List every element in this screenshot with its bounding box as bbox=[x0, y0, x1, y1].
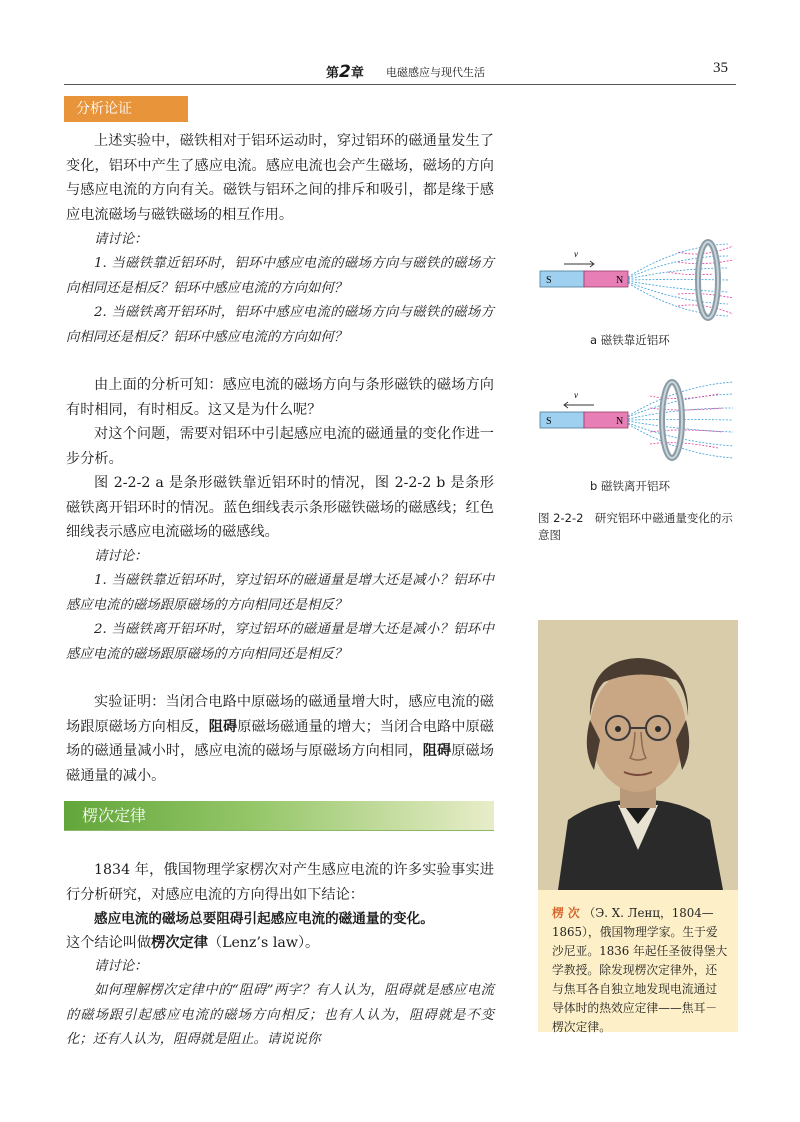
discuss-label-2: 请讨论： bbox=[94, 549, 148, 564]
lenz-portrait-image bbox=[538, 620, 738, 890]
pole-n-label-a: N bbox=[616, 275, 624, 286]
chapter-label: 第2章 bbox=[326, 62, 364, 82]
question-4: 2. 当磁铁离开铝环时，穿过铝环的磁通量是增大还是减小？铝环中感应电流的磁场跟原磁场的方向相同还是相反？ bbox=[66, 622, 494, 662]
velocity-arrow-right-icon bbox=[564, 261, 594, 267]
paragraph-lenz-history: 1834 年，俄国物理学家楞次对产生感应电流的许多实验事实进行分析研究，对感应电流的方向得出如下结论： bbox=[66, 862, 494, 903]
section-title-analysis: 分析论证 bbox=[64, 96, 188, 122]
discuss-label-1: 请讨论： bbox=[94, 232, 148, 247]
discuss-label-3: 请讨论： bbox=[94, 959, 148, 974]
velocity-arrow-left-icon bbox=[564, 402, 594, 408]
section-title-lenz-law: 楞次定律 bbox=[64, 801, 494, 831]
page-number: 35 bbox=[713, 60, 728, 76]
velocity-label-b: v bbox=[574, 390, 578, 400]
lenz-law-statement: 感应电流的磁场总要阻碍引起感应电流的磁通量的变化。 bbox=[94, 911, 434, 927]
figure-a-magnet-approaching bbox=[538, 232, 738, 332]
figure-a-label: a 磁铁靠近铝环 bbox=[590, 333, 670, 347]
chapter-title: 电磁感应与现代生活 bbox=[386, 66, 485, 79]
paragraph-conclusion-1: 由上面的分析可知：感应电流的磁场方向与条形磁铁的磁场方向有时相同，有时相反。这又是为什么呢？ bbox=[66, 377, 494, 418]
pole-n-label-b: N bbox=[616, 416, 624, 427]
pole-s-label-b: S bbox=[546, 416, 552, 427]
question-1: 1. 当磁铁靠近铝环时，铝环中感应电流的磁场方向与磁铁的磁场方向相同还是相反？铝环中感应电流的方向如何？ bbox=[66, 256, 494, 296]
question-5: 如何理解楞次定律中的“阻碍”两字？有人认为，阻碍就是感应电流的磁场跟引起感应电流的磁场方向相反；也有人认为，阻碍就是不变化；还有人认为，阻碍就是阻止。请说说你 bbox=[66, 983, 494, 1047]
velocity-label-a: v bbox=[574, 249, 578, 259]
paragraph-experiment: 实验证明：当闭合电路中原磁场的磁通量增大时，感应电流的磁场跟原磁场方向相反，阻碍原磁场磁通量的增大；当闭合电路中原磁场的磁通量减小时，感应电流的磁场与原磁场方向相同，阻碍原磁场磁通量的减小。 bbox=[66, 694, 494, 784]
bio-name: 楞 次 bbox=[552, 906, 580, 920]
figure-b-magnet-leaving bbox=[538, 372, 738, 472]
paragraph-intro: 上述实验中，磁铁相对于铝环运动时，穿过铝环的磁通量发生了变化，铝环中产生了感应电流。感应电流也会产生磁场，磁场的方向与感应电流的方向有关。磁铁与铝环之间的排斥和吸引，都是缘于感应电流磁场与磁铁磁场的相互作用。 bbox=[66, 133, 494, 223]
paragraph-further: 对这个问题，需要对铝环中引起感应电流的磁通量的变化作进一步分析。 bbox=[66, 426, 494, 467]
paragraph-figure-desc: 图 2-2-2 a 是条形磁铁靠近铝环时的情况，图 2-2-2 b 是条形磁铁离开铝环时的情况。蓝色细线表示条形磁铁磁场的磁感线；红色细线表示感应电流磁场的磁感线。 bbox=[66, 475, 494, 540]
figure-caption: 图 2-2-2 研究铝环中磁通量变化的示意图 bbox=[538, 511, 733, 542]
bio-text: （Э. Х. Ленц，1804—1865），俄国物理学家。生于爱沙尼亚。1836 年起任圣彼得堡大学教授。除发现楞次定律外，还与焦耳各自独立地发现电流通过导体时的热效应定律——焦耳－楞次定律。 bbox=[552, 906, 728, 1034]
figure-b-label: b 磁铁离开铝环 bbox=[590, 479, 670, 493]
lenz-biography-box bbox=[538, 890, 738, 1032]
page-header bbox=[64, 58, 736, 85]
pole-s-label-a: S bbox=[546, 275, 552, 286]
question-2: 2. 当磁铁离开铝环时，铝环中感应电流的磁场方向与磁铁的磁场方向相同还是相反？铝环中感应电流的方向如何？ bbox=[66, 305, 494, 345]
paragraph-lenz-name: 这个结论叫做楞次定律（Lenz’s law）。 bbox=[66, 935, 320, 951]
question-3: 1. 当磁铁靠近铝环时，穿过铝环的磁通量是增大还是减小？铝环中感应电流的磁场跟原磁场的方向相同还是相反？ bbox=[66, 573, 494, 613]
